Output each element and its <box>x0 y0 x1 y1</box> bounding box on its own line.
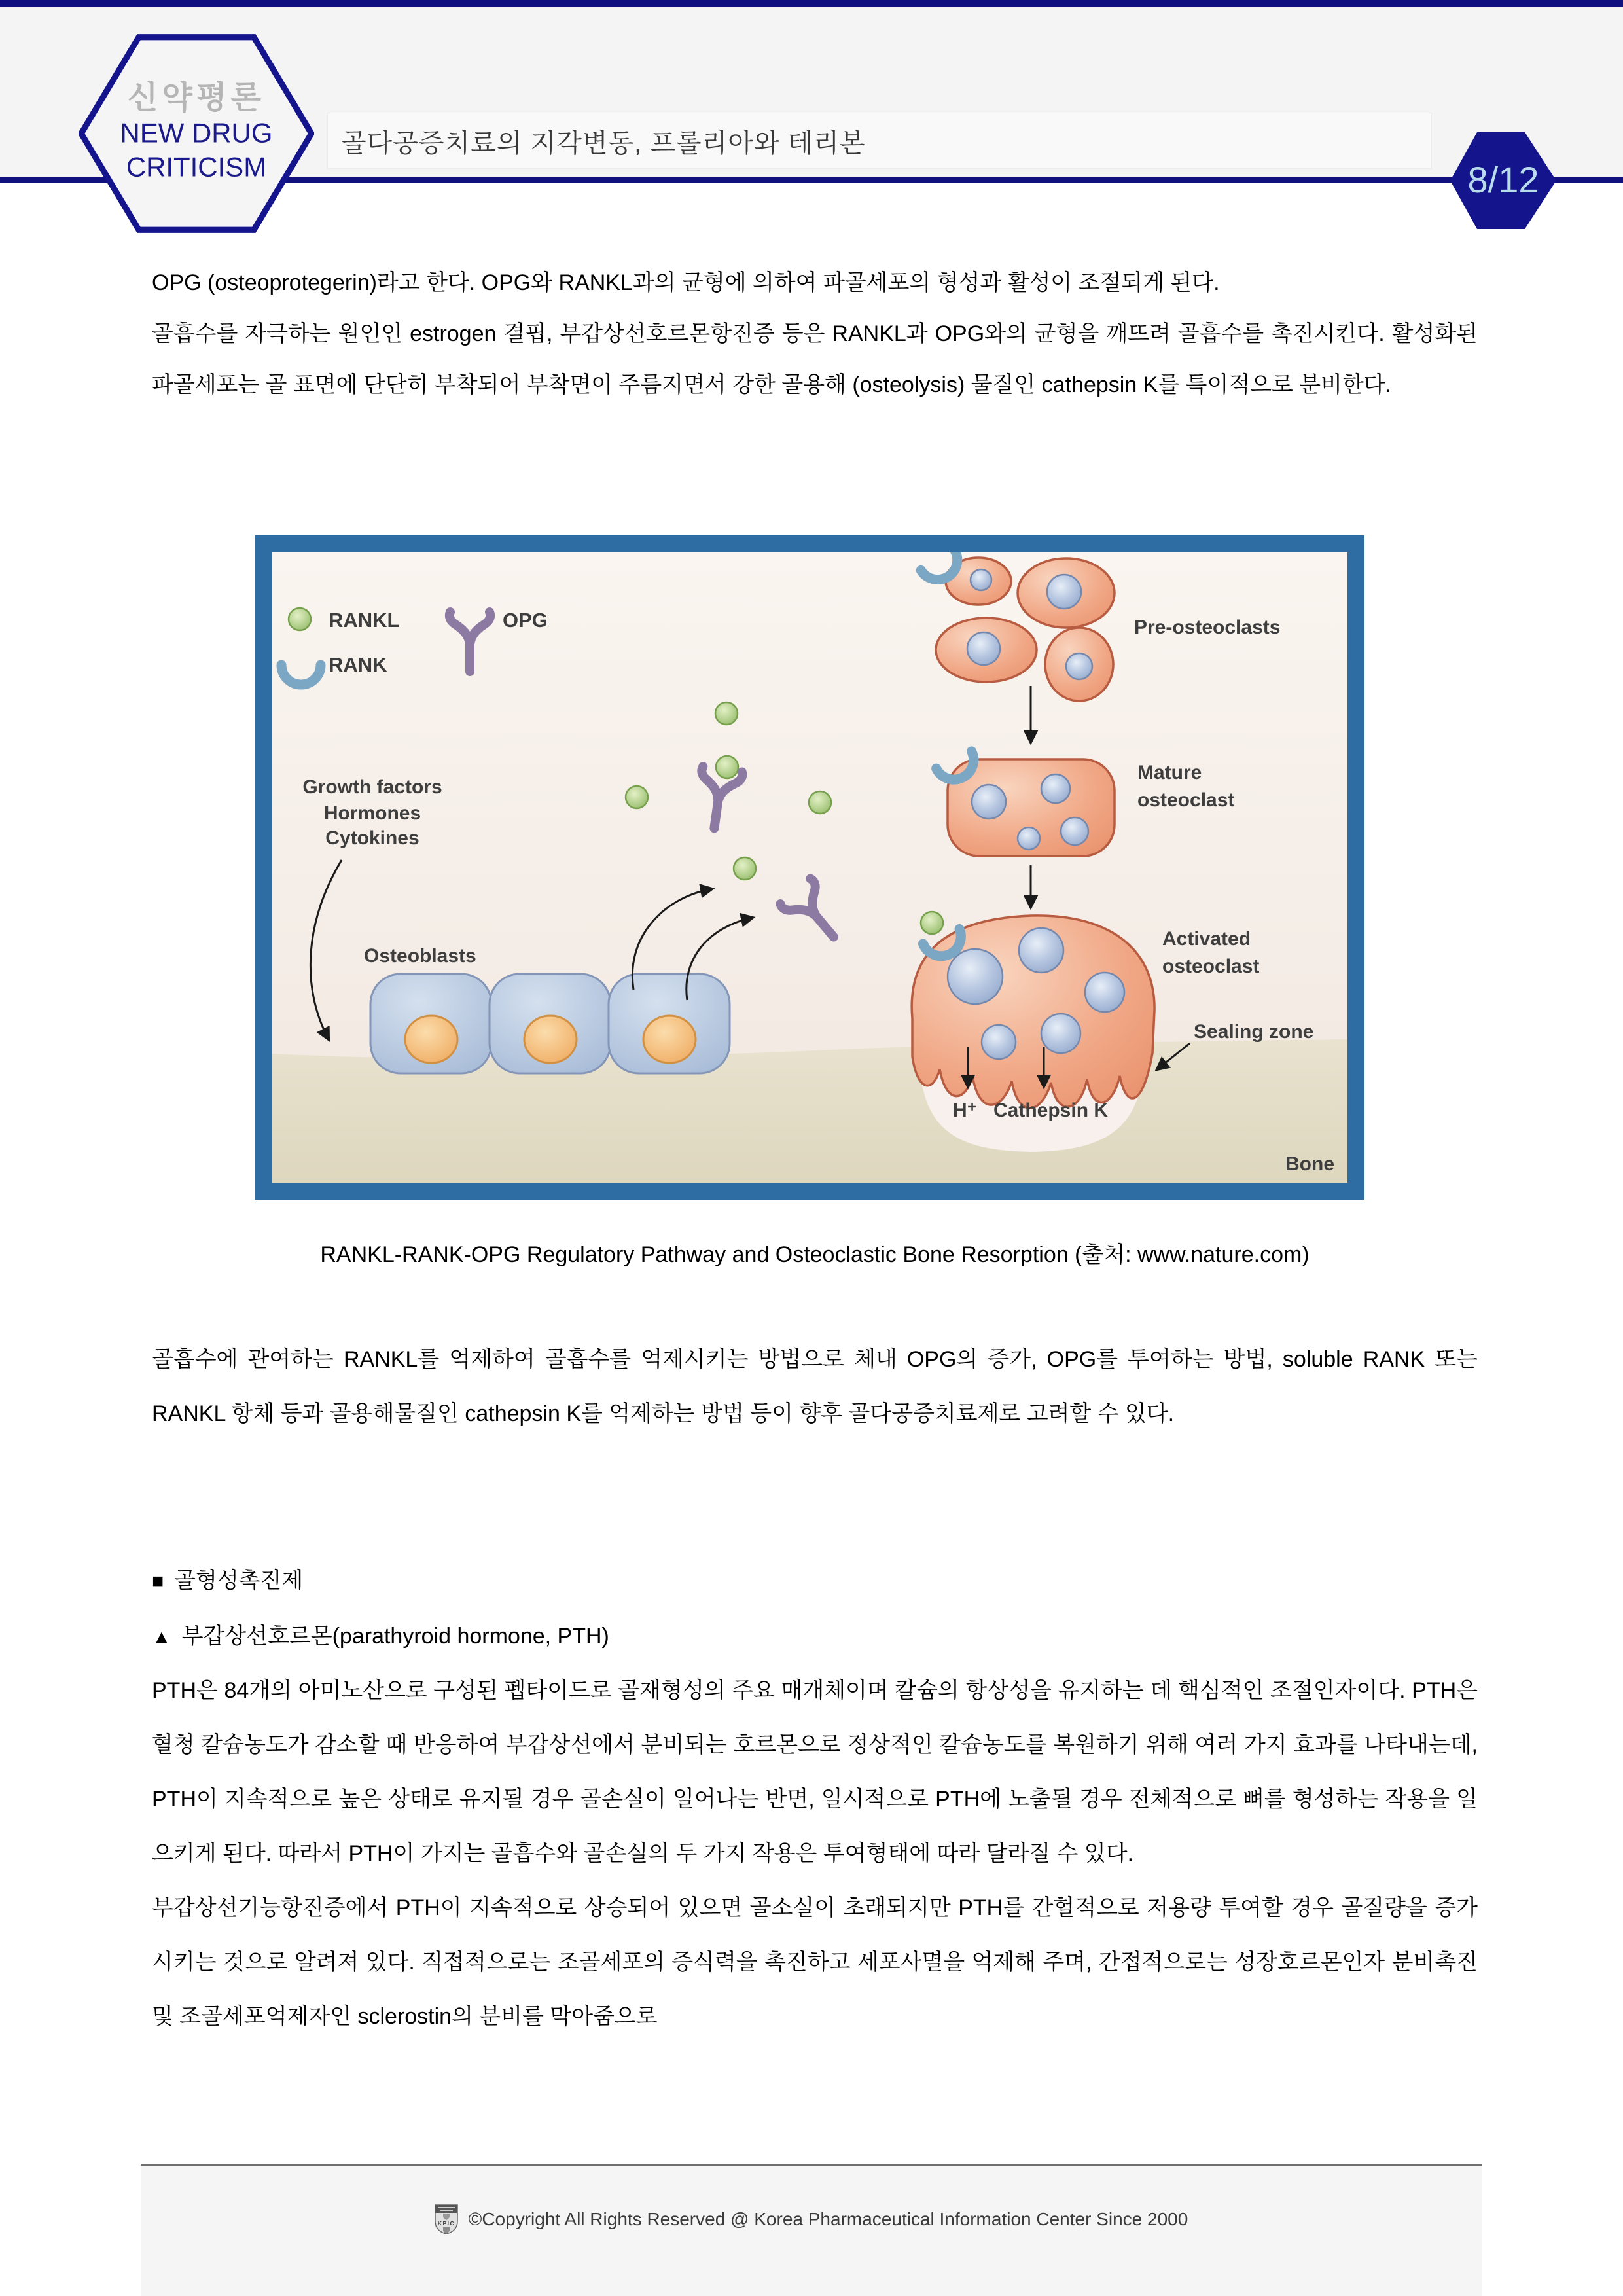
page-number: 8/12 <box>1467 159 1539 200</box>
opg-legend-label: OPG <box>503 609 548 632</box>
svg-text:KPIC: KPIC <box>437 2220 455 2227</box>
h-plus-label: H⁺ <box>953 1100 978 1121</box>
mature-osteoclast-label-line1: Mature <box>1137 762 1202 783</box>
bone-label: Bone <box>1285 1153 1334 1175</box>
paragraph-block-pth <box>152 1664 1478 2044</box>
paragraph-pth-dosing: 부갑상선기능항진증에서 PTH이 지속적으로 상승되어 있으면 골소실이 초래되지만 PTH를 간헐적으로 저용량 투여할 경우 골질량을 증가시키는 것으로 알려져 있다. 직접적으로는 조골세포의 증식력을 촉진하고 세포사멸을 억제해 주며, 간접적으로는 성장호르몬인자 분비촉진 및 조골세포억제자인 sclerostin의 분비를 막아줌으로 <box>152 1895 1478 2029</box>
rankl-legend-label: RANKL <box>329 609 400 632</box>
sub-heading-text: 부갑상선호르몬(parathyroid hormone, PTH) <box>181 1624 609 1649</box>
rankl-on-activated-osteoclast <box>921 912 943 934</box>
copyright-text: ©Copyright All Rights Reserved @ Korea Pharmaceutical Information Center Since 2000 <box>468 2209 1188 2229</box>
sub-heading-pth <box>152 1623 1478 1651</box>
svg-text:Cytokines: Cytokines <box>325 827 419 849</box>
section-heading-bone-formation <box>152 1567 1478 1596</box>
activated-osteoclast-label-line1: Activated <box>1162 928 1251 950</box>
osteoblasts-label: Osteoblasts <box>364 945 476 967</box>
top-navy-bar <box>0 0 1623 7</box>
svg-text:Hormones: Hormones <box>323 802 421 824</box>
logo-line2: NEW DRUG <box>120 117 273 149</box>
rankl-pathway-figure <box>255 535 1364 1200</box>
figure-caption: RANKL-RANK-OPG Regulatory Pathway and Osteoclastic Bone Resorption (출처: www.nature.com) <box>320 1242 1310 1267</box>
activated-osteoclast-label-line2: osteoclast <box>1162 956 1260 977</box>
kpic-shield-icon <box>435 2204 458 2234</box>
pathway-diagram <box>272 552 1347 1183</box>
paragraph-pth-description: PTH은 84개의 아미노산으로 구성된 펩타이드로 골재형성의 주요 매개체이며 칼슘의 항상성을 유지하는 데 핵심적인 조절인자이다. PTH은 혈청 칼슘농도가 감소할 때 반응하여 부갑상선에서 분비되는 호르몬으로 정상적인 칼슘농도를 복원하기 위해 여러 가지 효과를 나타내는데, PTH이 지속적으로 높은 상태로 유지될 경우 골손실이 일어나는 반면, 일시적으로 PTH에 노출될 경우 전체적으로 뼈를 형성하는 작용을 일으키게 된다. 따라서 PTH이 가지는 골흡수와 골손실의 두 가지 작용은 투여형태에 따라 달라질 수 있다. <box>152 1678 1478 1866</box>
logo-korean-text: 신약평론 <box>127 80 266 116</box>
paragraph-block-opg <box>152 257 1478 410</box>
cathepsin-k-label: Cathepsin K <box>993 1100 1109 1121</box>
footer-content <box>141 2204 1482 2234</box>
paragraph-rankl-inhibition: 골흡수에 관여하는 RANKL를 억제하여 골흡수를 억제시키는 방법으로 체내 OPG의 증가, OPG를 투여하는 방법, soluble RANK 또는 RANKL 항체 등과 골용해물질인 cathepsin K를 억제하는 방법 등이 향후 골다공증치료제로 고려할 수 있다. <box>152 1347 1478 1426</box>
mature-osteoclast-label-line2: osteoclast <box>1137 789 1235 811</box>
section-heading-text: 골형성촉진제 <box>174 1568 304 1593</box>
paragraph-bone-resorption: 골흡수를 자극하는 원인인 estrogen 결핍, 부갑상선호르몬항진증 등은 RANKL과 OPG와의 균형을 깨뜨려 골흡수를 촉진시킨다. 활성화된 파골세포는 골 표면에 단단히 부착되어 부착면이 주름지면서 강한 골용해 (osteolysis) 물질인 cathepsin K를 특이적으로 분비한다. <box>152 321 1478 397</box>
osteoblast-cells <box>370 974 730 1073</box>
logo-line3: CRITICISM <box>126 151 267 183</box>
rank-legend-label: RANK <box>329 653 387 676</box>
page-footer <box>141 2164 1482 2296</box>
triangle-bullet-icon: ▲ <box>152 1626 171 1648</box>
paragraph-opg: OPG (osteoprotegerin)라고 한다. OPG와 RANKL과의 균형에 의하여 파골세포의 형성과 활성이 조절되게 된다. <box>152 270 1220 295</box>
rankl-legend-icon <box>289 608 311 630</box>
sealing-zone-label: Sealing zone <box>1194 1021 1314 1043</box>
page-title-text: 골다공증치료의 지각변동, 프롤리아와 테리본 <box>341 128 866 158</box>
svg-text:Growth factors: Growth factors <box>302 776 442 798</box>
newdrug-criticism-logo <box>79 31 314 236</box>
page-title <box>327 113 1432 169</box>
square-bullet-icon: ■ <box>152 1570 164 1592</box>
page-number-badge <box>1448 130 1559 232</box>
pre-osteoclasts-label: Pre-osteoclasts <box>1134 617 1281 638</box>
